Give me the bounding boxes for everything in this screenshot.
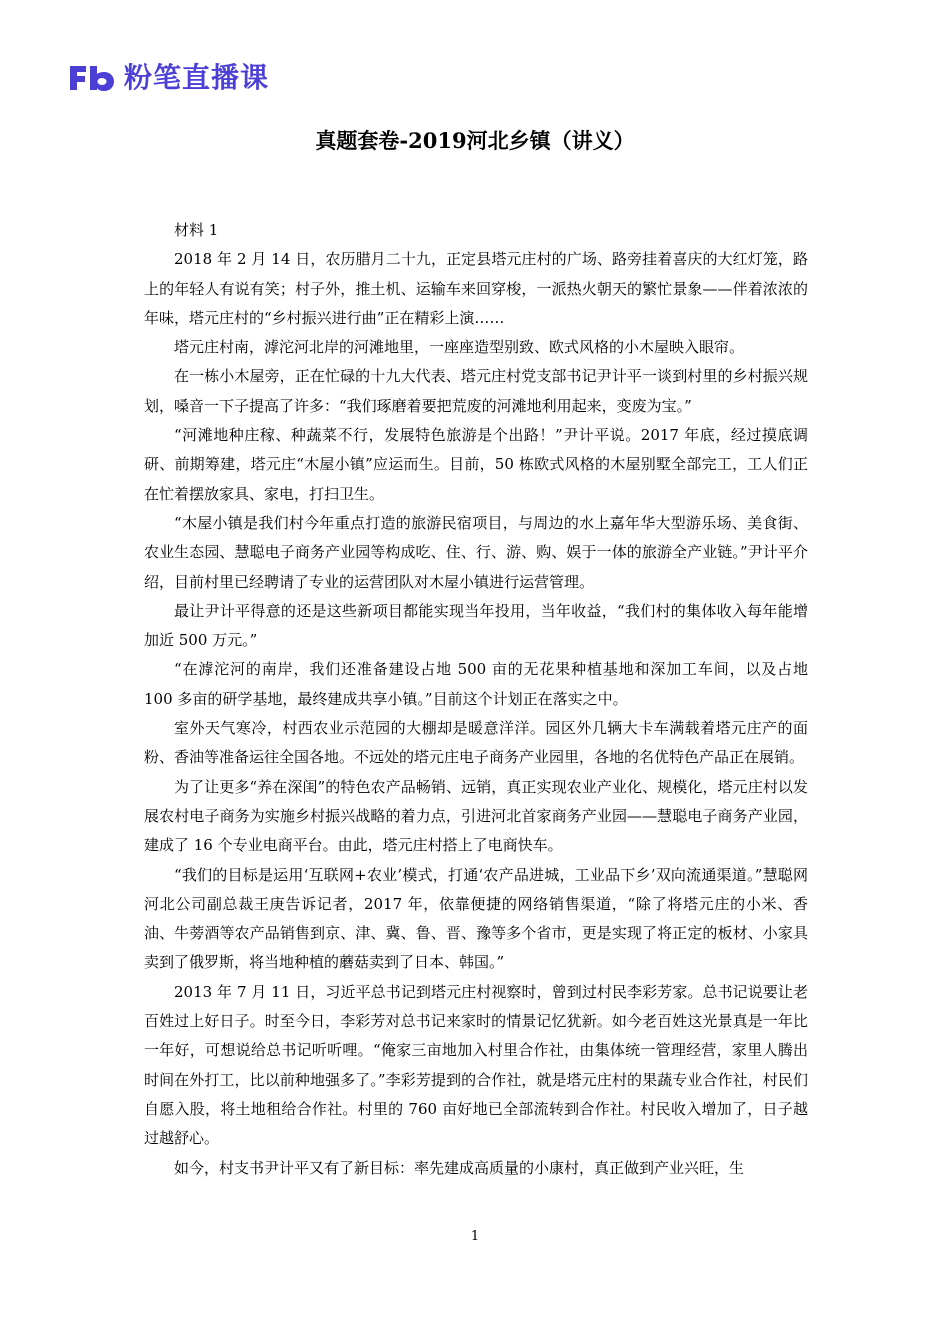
paragraph: “我们的目标是运用‘互联网+农业’模式，打通‘农产品进城，工业品下乡’双向流通渠道。”慧聪网河北公司副总裁王庚告诉记者，2017 年，依靠便捷的网络销售渠道，“除了将塔元庄的小米、香油、牛蒡酒等农产品销售到京、津、冀、鲁、晋、豫等多个省市，更是实现了将正定的板材、小家具卖到了俄罗斯，将当地种植的蘑菇卖到了日本、韩国。” bbox=[144, 865, 808, 972]
paragraph: 在一栋小木屋旁，正在忙碌的十九大代表、塔元庄村党支部书记尹计平一谈到村里的乡村振兴规划，嗓音一下子提高了许多：“我们琢磨着要把荒废的河滩地利用起来，变废为宝。” bbox=[144, 367, 808, 415]
paragraph: “河滩地种庄稼、种蔬菜不行，发展特色旅游是个出路！”尹计平说。2017 年底，经过摸底调研、前期筹建，塔元庄“木屋小镇”应运而生。目前，50 栋欧式风格的木屋别墅全部完工，工人们正在忙着摆放家具、家电，打扫卫生。 bbox=[144, 426, 808, 503]
paragraph: 如今，村支书尹计平又有了新目标：率先建成高质量的小康村，真正做到产业兴旺，生 bbox=[174, 1158, 745, 1177]
paragraph: 塔元庄村南，滹沱河北岸的河滩地里，一座座造型别致、欧式风格的小木屋映入眼帘。 bbox=[174, 338, 745, 357]
logo-text: 粉笔直播课 bbox=[124, 61, 270, 94]
page-number: 1 bbox=[470, 1229, 480, 1244]
paragraph: “在滹沱河的南岸，我们还准备建设占地 500 亩的无花果种植基地和深加工车间，以及占地 100 多亩的研学基地，最终建成共享小镇。”目前这个计划正在落实之中。 bbox=[144, 660, 808, 708]
paragraph: 最让尹计平得意的还是这些新项目都能实现当年投用，当年收益，“我们村的集体收入每年能增加近 500 万元。” bbox=[144, 601, 808, 650]
paragraph: 2013 年 7 月 11 日，习近平总书记到塔元庄村视察时，曾到过村民李彩芳家。总书记说要让老百姓过上好日子。时至今日，李彩芳对总书记来家时的情景记忆犹新。如今老百姓这光景真是一年比一年好，可想说给总书记听听哩。“俺家三亩地加入村里合作社，由集体统一管理经营，家里人腾出时间在外打工，比以前种地强多了。”李彩芳提到的合作社，就是塔元庄村的果蔬专业合作社，村民们自愿入股，将土地租给合作社。村里的 760 亩好地已全部流转到合作社。村民收入增加了，日子越过越舒心。 bbox=[144, 982, 808, 1148]
paragraph: 室外天气寒冷，村西农业示范园的大棚却是暖意洋洋。园区外几辆大卡车满载着塔元庄产的面粉、香油等准备运往全国各地。不远处的塔元庄电子商务产业园里，各地的名优特色产品正在展销。 bbox=[144, 719, 808, 767]
document-title: 真题套卷-2019河北乡镇（讲义） bbox=[315, 128, 635, 153]
section-label: 材料 1 bbox=[174, 221, 219, 239]
document-body bbox=[144, 216, 808, 1183]
fb-logo-icon bbox=[66, 62, 118, 94]
paragraph: 为了让更多“养在深闺”的特色农产品畅销、远销，真正实现农业产业化、规模化，塔元庄村以发展农村电子商务为实施乡村振兴战略的着力点，引进河北首家商务产业园——慧聪电子商务产业园，建成了 16 个专业电商平台。由此，塔元庄村搭上了电商快车。 bbox=[144, 777, 808, 855]
paragraph: “木屋小镇是我们村今年重点打造的旅游民宿项目，与周边的水上嘉年华大型游乐场、美食街、农业生态园、慧聪电子商务产业园等构成吃、住、行、游、购、娱于一体的旅游全产业链。”尹计平介绍，目前村里已经聘请了专业的运营团队对木屋小镇进行运营管理。 bbox=[144, 513, 808, 591]
brand-logo bbox=[66, 58, 269, 98]
paragraph: 2018 年 2 月 14 日，农历腊月二十九，正定县塔元庄村的广场、路旁挂着喜庆的大红灯笼，路上的年轻人有说有笑；村子外，推土机、运输车来回穿梭，一派热火朝天的繁忙景象——伴着浓浓的年味，塔元庄村的“乡村振兴进行曲”正在精彩上演…… bbox=[144, 250, 808, 327]
